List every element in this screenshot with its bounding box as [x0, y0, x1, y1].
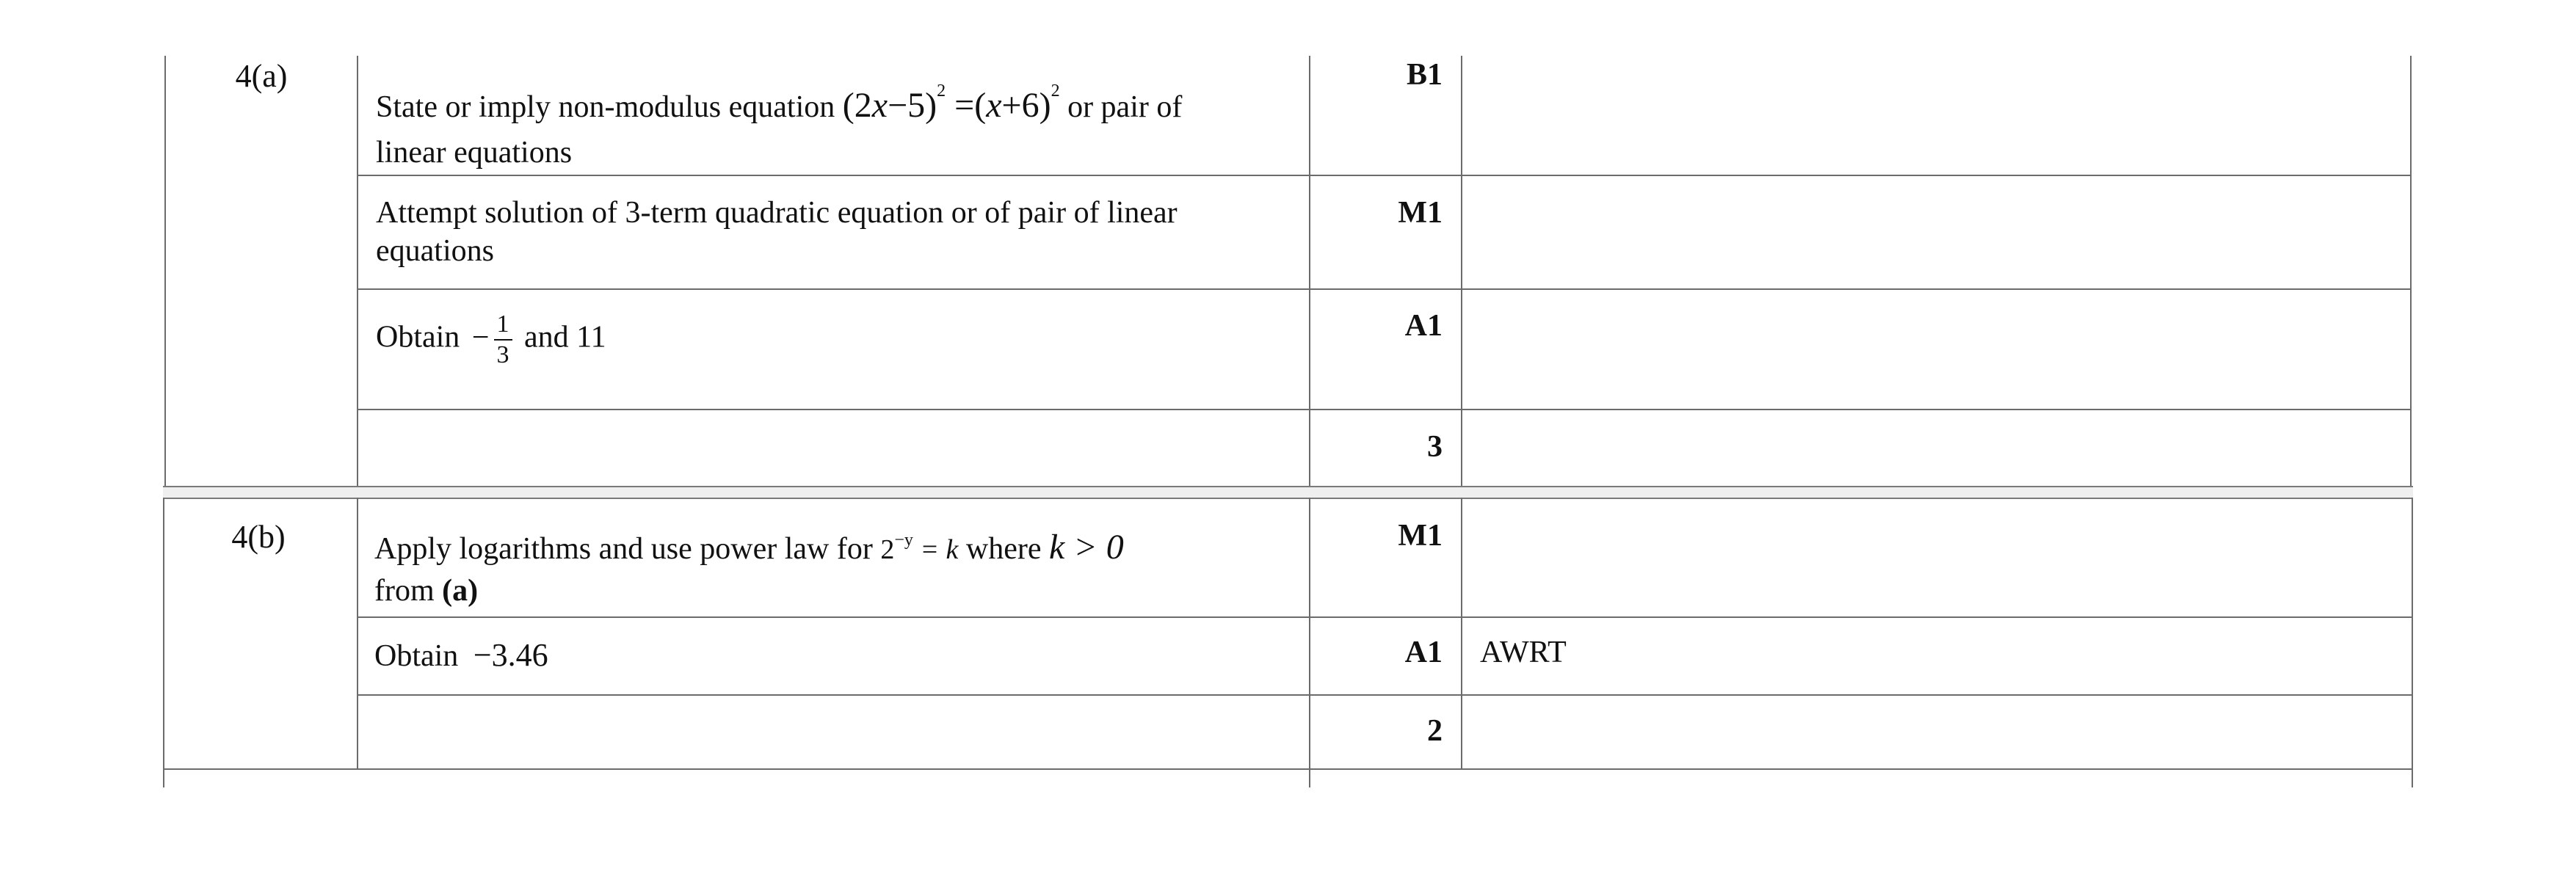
question-number-4b: 4(b) — [231, 519, 286, 555]
table-divider-question-a — [357, 56, 358, 487]
table-border-left-a — [164, 56, 166, 487]
guidance-b2-awrt: AWRT — [1480, 636, 1567, 669]
k-positive-condition: k > 0 — [1049, 528, 1124, 567]
answer-row-b2: Obtain −3.46 — [374, 637, 548, 673]
power-equation-math: $2^{-y} = k$ — [880, 531, 959, 565]
total-marks-a: 3 — [1427, 430, 1443, 464]
table-divider-question-b — [357, 498, 358, 769]
mark-b2: A1 — [1404, 636, 1443, 669]
answer-row-a3: Obtain − $\frac{1}{3}$ and 11 — [376, 310, 606, 368]
table-border-right-a — [2410, 56, 2412, 487]
row-divider-b2 — [357, 694, 2412, 696]
table-border-left-b — [163, 498, 164, 787]
table-bottom-border — [163, 768, 2413, 770]
table-divider-answer-b — [1309, 498, 1310, 787]
row-divider-a2 — [357, 288, 2412, 290]
fraction-one-third: $\frac{1}{3}$ — [494, 310, 512, 370]
answer-row-a1 — [376, 70, 1301, 173]
part-a-reference: (a) — [442, 574, 479, 608]
answer-row-b1: Apply logarithms and use power law for $2^{-y} = k$ where k > 0 from (a) — [374, 528, 1124, 608]
mark-a3: A1 — [1404, 309, 1443, 343]
row-divider-a3 — [357, 409, 2412, 410]
answer-row-a2: Attempt solution of 3-term quadratic equation or of pair of linear equations — [376, 196, 1178, 268]
table-divider-marks-b — [1461, 498, 1462, 769]
answer-text-line2: linear equations — [376, 136, 573, 170]
question-number-4a: 4(a) — [235, 58, 288, 94]
total-marks-b: 2 — [1427, 714, 1443, 748]
modulus-equation-math: $(2x-5)^2 =(x+6)^2$ — [842, 81, 1060, 125]
row-divider-b1 — [357, 616, 2412, 618]
mark-a1: B1 — [1406, 58, 1443, 92]
answer-text-suffix: or pair of — [1059, 90, 1183, 124]
final-value: −3.46 — [473, 637, 548, 673]
answer-text: State or imply non-modulus equation — [376, 90, 843, 124]
mark-b1: M1 — [1398, 519, 1443, 553]
minus-sign: − — [471, 320, 490, 354]
table-border-right-b — [2412, 498, 2413, 787]
mark-a2: M1 — [1398, 196, 1443, 230]
section-separator — [163, 486, 2413, 499]
table-divider-marks-a — [1461, 56, 1462, 487]
table-divider-answer-a — [1309, 56, 1310, 487]
row-divider-a1 — [357, 175, 2412, 176]
